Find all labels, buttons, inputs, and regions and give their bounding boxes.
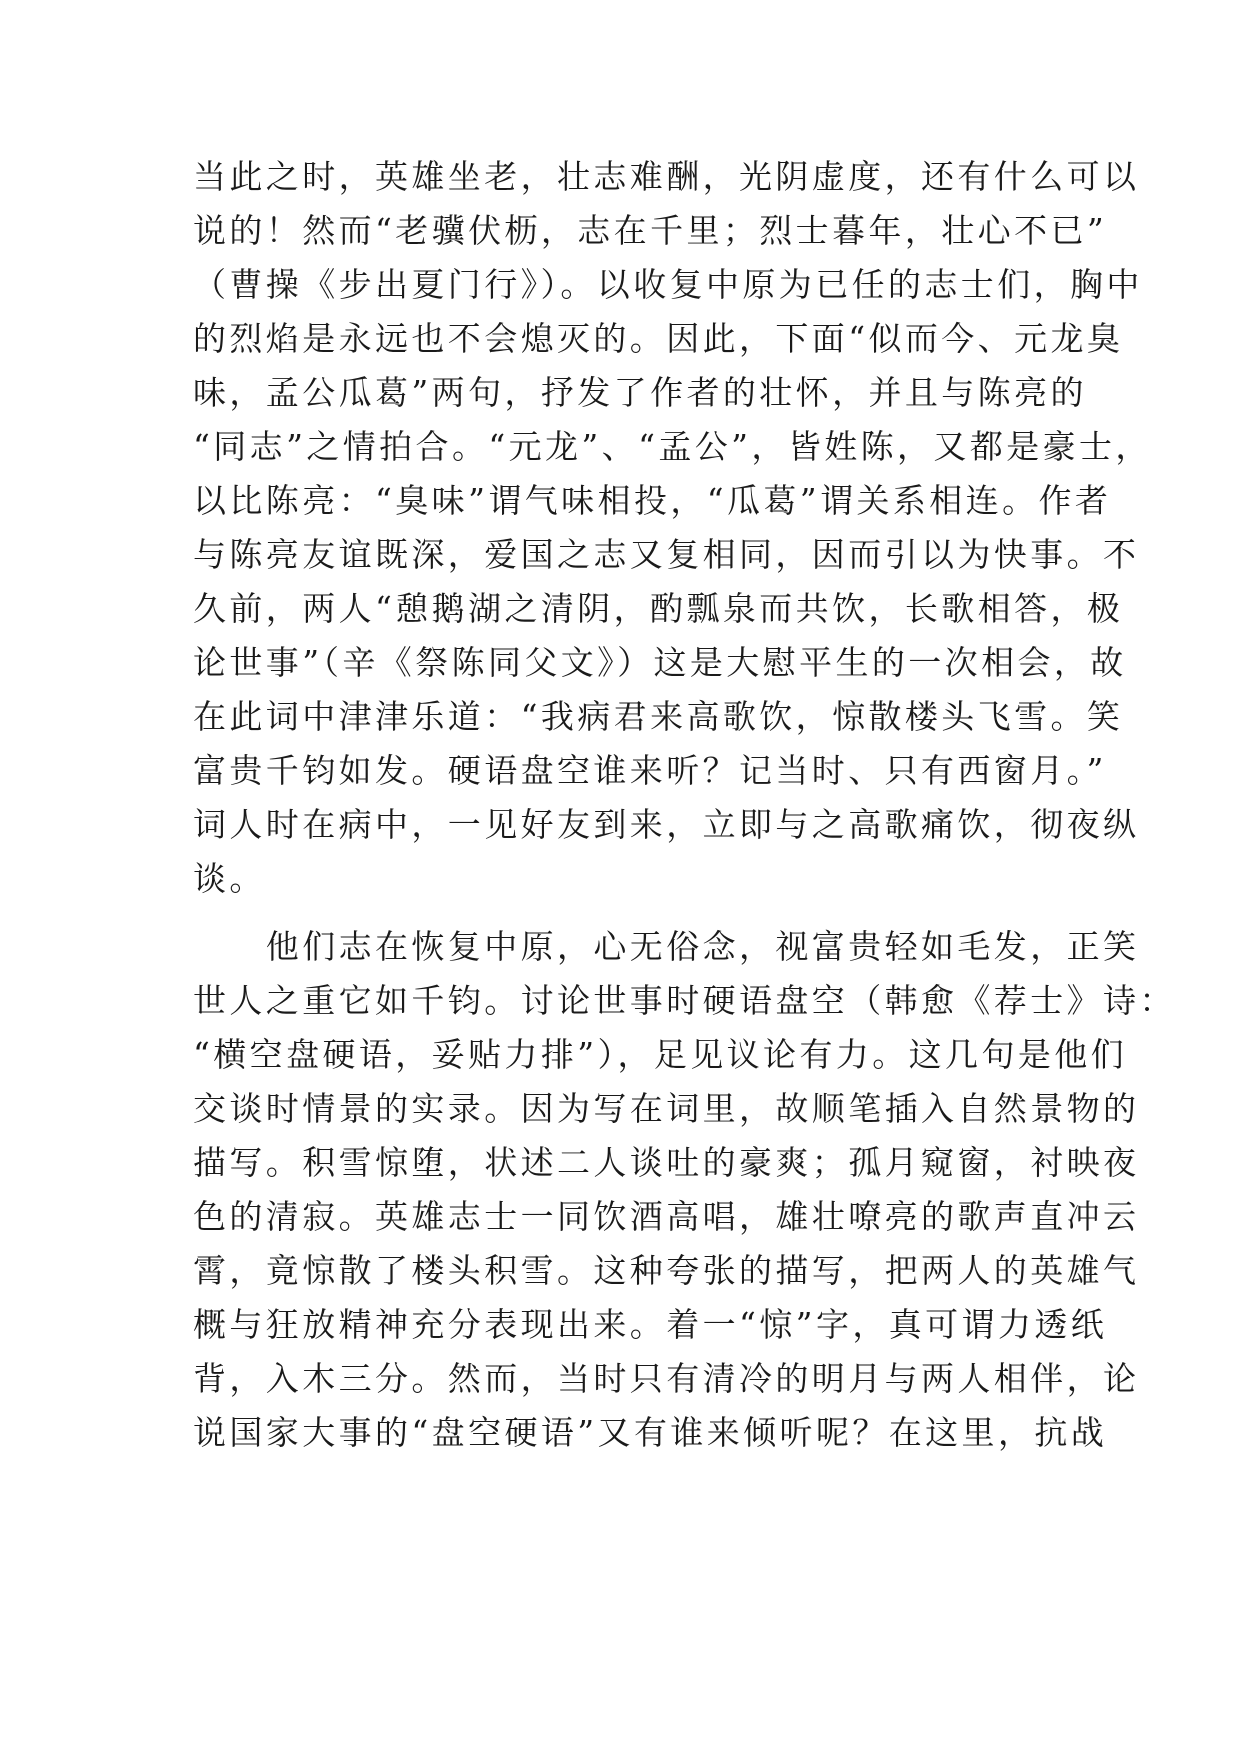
text-line: 霄，竟惊散了楼头积雪。这种夸张的描写，把两人的英雄气 [193,1251,1140,1290]
text-line: “同志”之情拍合。“元龙”、“孟公”，皆姓陈，又都是豪士， [193,427,1152,466]
text-line: 谈。 [193,859,266,898]
text-line: 说国家大事的“盘空硬语”又有谁来倾听呢？在这里，抗战 [193,1413,1108,1452]
paragraph-2 [193,920,1176,1460]
text-line: 当此之时，英雄坐老，壮志难酬，光阴虚度，还有什么可以 [193,157,1140,196]
text-line: 的烈焰是永远也不会熄灭的。因此，下面“似而今、元龙臭 [193,319,1124,358]
text-line: 富贵千钧如发。硬语盘空谁来听？记当时、只有西窗月。” [193,751,1107,790]
text-line: 味，孟公瓜葛”两句，抒发了作者的壮怀，并且与陈亮的 [193,373,1087,412]
text-line: 与陈亮友谊既深，爱国之志又复相同，因而引以为快事。不 [193,535,1140,574]
text-line: 交谈时情景的实录。因为写在词里，故顺笔插入自然景物的 [193,1089,1140,1128]
text-line: 在此词中津津乐道：“我病君来高歌饮，惊散楼头飞雪。笑 [193,697,1124,736]
text-line: 世人之重它如千钧。讨论世事时硬语盘空（韩愈《荐士》诗： [193,981,1176,1020]
text-line: 以比陈亮：“臭味”谓气味相投，“瓜葛”谓关系相连。作者 [193,481,1112,520]
text-line: 描写。积雪惊堕，状述二人谈吐的豪爽；孤月窥窗，衬映夜 [193,1143,1140,1182]
text-line: 概与狂放精神充分表现出来。着一“惊”字，真可谓力透纸 [193,1305,1108,1344]
text-line: （曹操《步出夏门行》）。以收复中原为已任的志士们，胸中 [193,265,1143,304]
text-line: 背，入木三分。然而，当时只有清冷的明月与两人相伴，论 [193,1359,1140,1398]
paragraph-spacing [193,906,1053,920]
text-line: 久前，两人“憩鹅湖之清阴，酌瓢泉而共饮，长歌相答，极 [193,589,1124,628]
text-line: 论世事”（辛《祭陈同父文》）这是大慰平生的一次相会，故 [193,643,1127,682]
text-line: 说的！然而“老骥伏枥，志在千里；烈士暮年，壮心不已” [193,211,1108,250]
text-line: “横空盘硬语，妥贴力排”），足见议论有力。这几句是他们 [193,1035,1128,1074]
text-line: 词人时在病中，一见好友到来，立即与之高歌痛饮，彻夜纵 [193,805,1140,844]
text-line: 色的清寂。英雄志士一同饮酒高唱，雄壮嘹亮的歌声直冲云 [193,1197,1140,1236]
text-line: 他们志在恢复中原，心无俗念，视富贵轻如毛发，正笑 [193,927,1140,966]
paragraph-1 [193,150,1152,906]
body-text [193,150,1176,1460]
